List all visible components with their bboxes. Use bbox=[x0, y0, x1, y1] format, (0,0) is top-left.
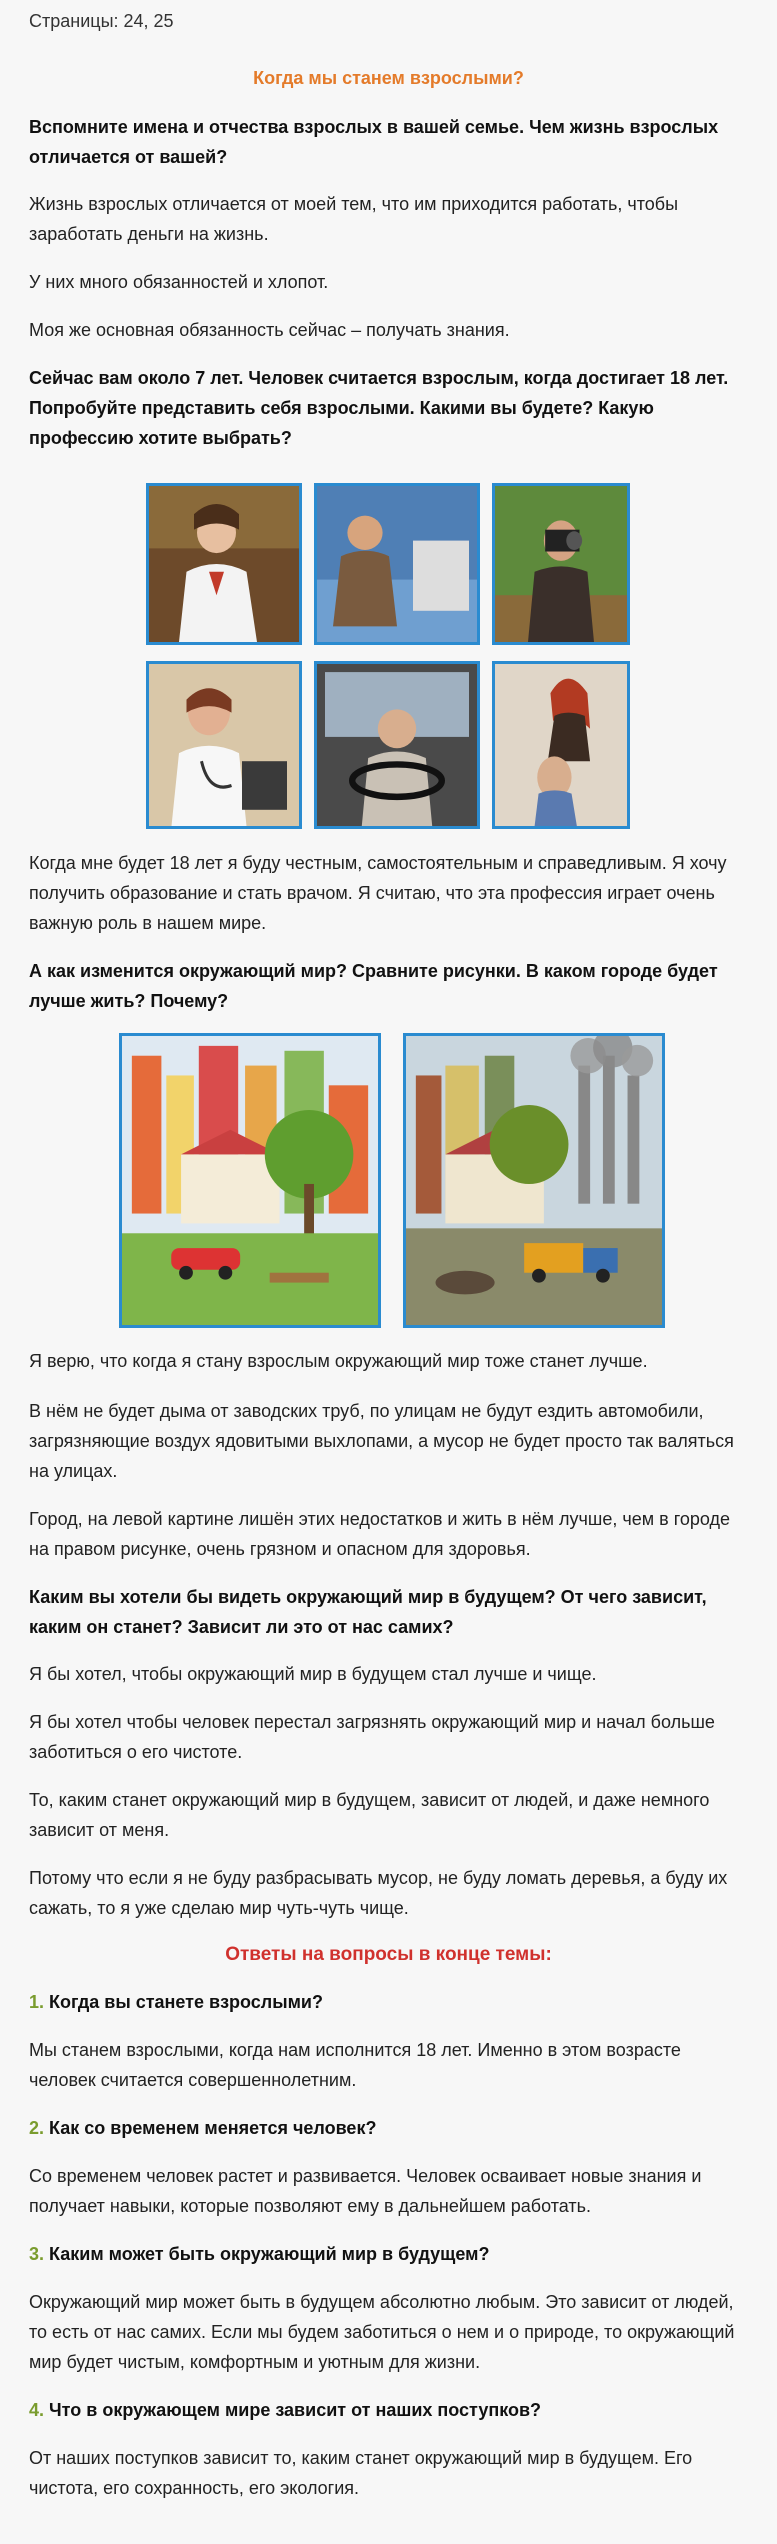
final-question-3-number: 3. bbox=[29, 2244, 45, 2264]
final-question-1-text: Когда вы станете взрослыми? bbox=[49, 1992, 323, 2012]
doctor-researcher-photo bbox=[146, 483, 302, 645]
answer-1-p3: Моя же основная обязанность сейчас – получать знания. bbox=[29, 320, 510, 340]
page-title: Когда мы станем взрослыми? bbox=[253, 68, 524, 88]
final-question-4-text: Что в окружающем мире зависит от наших поступков? bbox=[49, 2400, 542, 2420]
answer-4-p4: Потому что если я не буду разбрасывать мусор, не буду ломать деревья, а буду их сажать, то я уже сделаю мир чуть-чуть чище. bbox=[29, 1868, 728, 1918]
answers-title: Ответы на вопросы в конце темы: bbox=[225, 1944, 552, 1965]
answer-4-p3: То, каким станет окружающий мир в будущем, зависит от людей, и даже немного зависит от меня. bbox=[29, 1790, 710, 1840]
answer-2: Когда мне будет 18 лет я буду честным, самостоятельным и справедливым. Я хочу получить образование и стать врачом. Я считаю, что эта профессия играет очень важную роль в нашем мире. bbox=[29, 853, 727, 933]
final-question-2-text: Как со временем меняется человек? bbox=[49, 2118, 377, 2138]
professions-collage bbox=[146, 483, 748, 829]
doctor-photo bbox=[146, 661, 302, 829]
final-answer-2: Со временем человек растет и развивается. Человек осваивает новые знания и получает навыки, которые позволяют ему в дальнейшем работать. bbox=[29, 2166, 702, 2216]
polluted-city-picture bbox=[403, 1033, 665, 1328]
question-1: Вспомните имена и отчества взрослых в вашей семье. Чем жизнь взрослых отличается от вашей? bbox=[29, 117, 719, 167]
final-question-1 bbox=[29, 1987, 748, 2017]
final-answer-4: От наших поступков зависит то, каким станет окружающий мир в будущем. Его чистота, его сохранность, его экология. bbox=[29, 2448, 693, 2498]
final-question-4-number: 4. bbox=[29, 2400, 45, 2420]
painter-photo bbox=[314, 483, 480, 645]
question-2: Сейчас вам около 7 лет. Человек считается взрослым, когда достигает 18 лет. Попробуйте представить себя взрослыми. Какими вы будете? Какую профессию хотите выбрать? bbox=[29, 368, 729, 448]
answer-4-p1: Я бы хотел, чтобы окружающий мир в будущем стал лучше и чище. bbox=[29, 1664, 597, 1684]
answer-4-p2: Я бы хотел чтобы человек перестал загрязнять окружающий мир и начал больше заботиться о его чистоте. bbox=[29, 1712, 715, 1762]
driver-photo bbox=[314, 661, 480, 829]
answer-1-p2: У них много обязанностей и хлопот. bbox=[29, 272, 329, 292]
final-question-3 bbox=[29, 2239, 748, 2269]
final-answer-1: Мы станем взрослыми, когда нам исполнится 18 лет. Именно в этом возрасте человек считается совершеннолетним. bbox=[29, 2040, 681, 2090]
answer-3-p2: В нём не будет дыма от заводских труб, по улицам не будут ездить автомобили, загрязняющие воздух ядовитыми выхлопами, а мусор не будет просто так валяться на улицах. bbox=[29, 1401, 734, 1481]
final-question-3-text: Каким может быть окружающий мир в будущем? bbox=[49, 2244, 490, 2264]
answer-3-p1: Я верю, что когда я стану взрослым окружающий мир тоже станет лучше. bbox=[29, 1351, 648, 1371]
photographer-photo bbox=[492, 483, 630, 645]
question-3: А как изменится окружающий мир? Сравните рисунки. В каком городе будет лучше жить? Почему? bbox=[29, 961, 718, 1011]
final-question-1-number: 1. bbox=[29, 1992, 45, 2012]
final-question-2 bbox=[29, 2113, 748, 2143]
answer-1-p1: Жизнь взрослых отличается от моей тем, что им приходится работать, чтобы заработать деньги на жизнь. bbox=[29, 194, 679, 244]
final-question-2-number: 2. bbox=[29, 2118, 45, 2138]
final-answer-3: Окружающий мир может быть в будущем абсолютно любым. Это зависит от людей, то есть от нас самих. Если мы будем заботиться о нем и о природе, то окружающий мир будет чистым, комфортным и уютным для жизни. bbox=[29, 2292, 735, 2372]
cities-comparison bbox=[119, 1033, 748, 1328]
question-4: Каким вы хотели бы видеть окружающий мир в будущем? От чего зависит, каким он станет? Зависит ли это от нас самих? bbox=[29, 1587, 707, 1637]
hairdresser-photo bbox=[492, 661, 630, 829]
answer-3-p3: Город, на левой картине лишён этих недостатков и жить в нём лучше, чем в городе на правом рисунке, очень грязном и опасном для здоровья. bbox=[29, 1509, 731, 1559]
final-question-4 bbox=[29, 2395, 748, 2425]
clean-city-picture bbox=[119, 1033, 381, 1328]
pages-label: Страницы: 24, 25 bbox=[29, 11, 174, 31]
